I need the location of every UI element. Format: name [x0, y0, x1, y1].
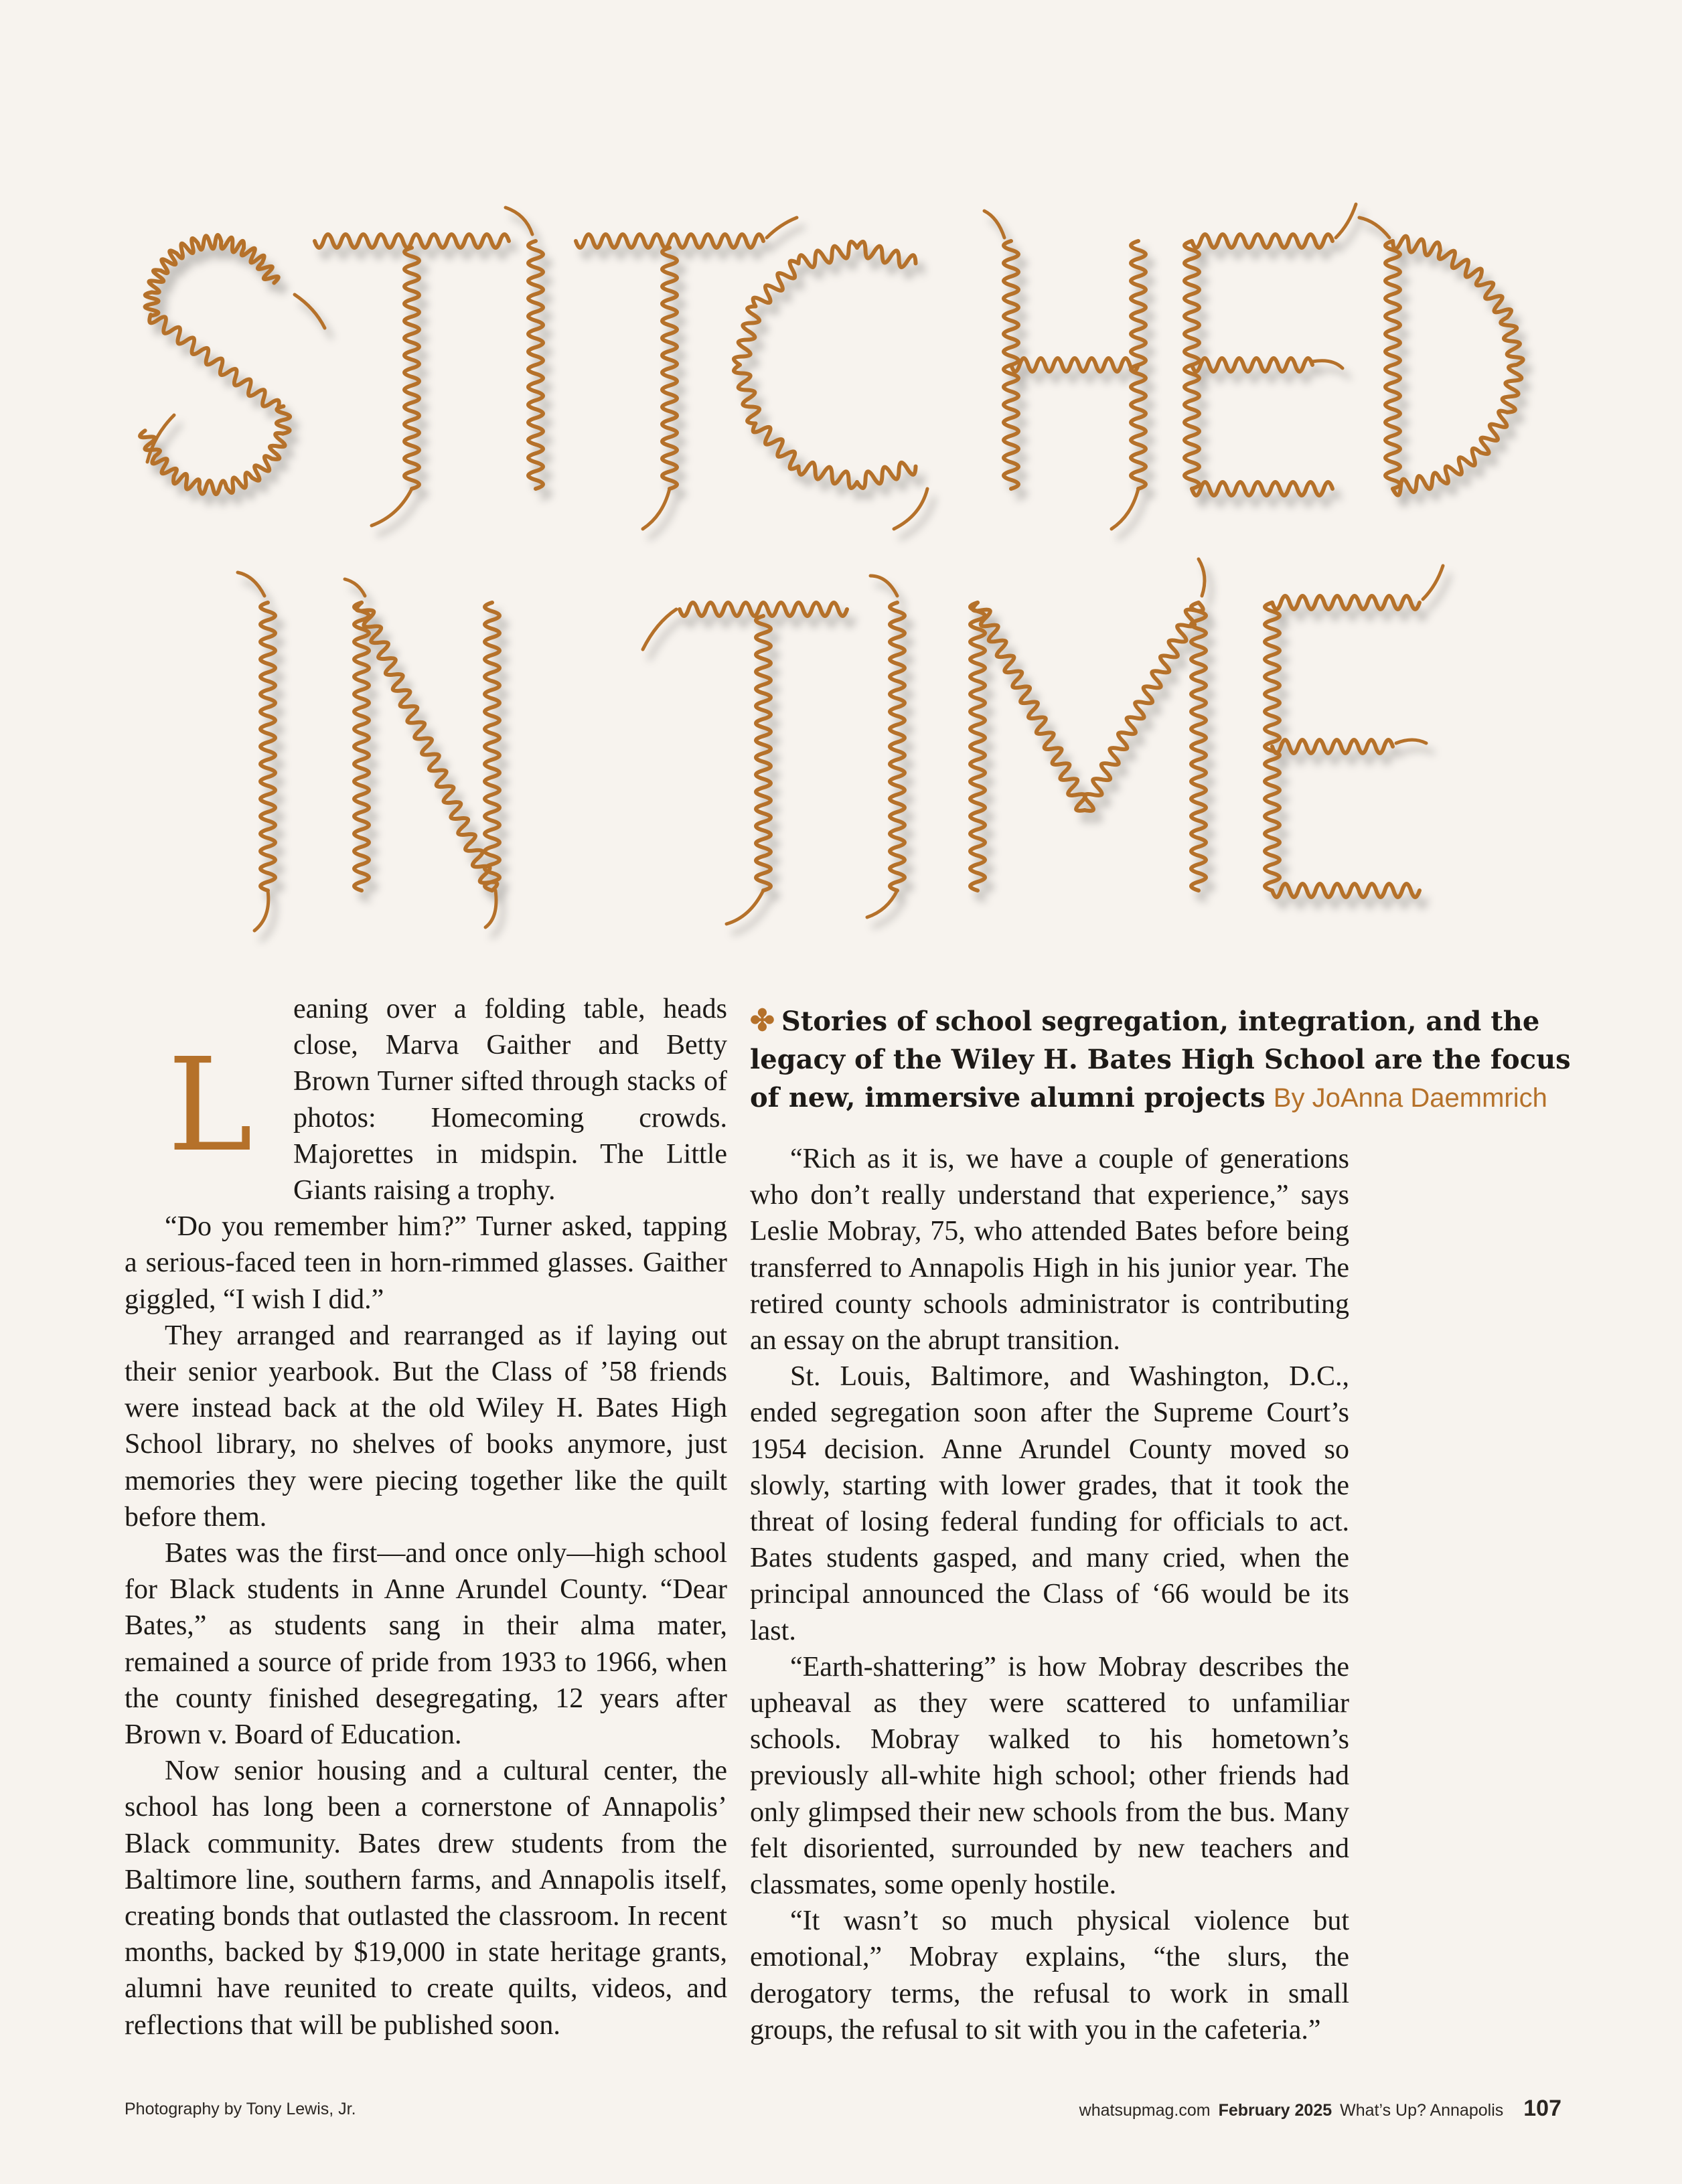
stitch-stroke — [252, 456, 272, 481]
stitch-stroke — [857, 242, 916, 267]
stitch-stroke — [753, 424, 799, 469]
thread-tail — [767, 218, 797, 238]
stitch-stroke — [662, 248, 677, 489]
stitch-stroke — [1501, 317, 1523, 365]
thread-tail — [506, 208, 532, 234]
thread-tail — [727, 890, 763, 924]
site-url: whatsupmag.com — [1079, 2101, 1211, 2120]
paragraph: eaning over a folding table, heads close, Marva Gaither and Betty Brown Turner sifted through stacks of photos: Homecoming crowds. Majorettes in midspin. The Little Giants raising a trophy. — [293, 994, 727, 1206]
stitch-stroke — [145, 293, 159, 316]
stitch-stroke — [1440, 449, 1480, 483]
thread-tail — [372, 489, 412, 526]
stitch-stroke — [1011, 358, 1138, 372]
stitch-stroke — [857, 463, 916, 488]
stitch-stroke — [277, 406, 290, 434]
stitch-stroke — [1085, 603, 1203, 811]
stitch-stroke — [173, 474, 200, 489]
thread-tail — [485, 890, 496, 927]
stitch-stroke — [152, 456, 177, 476]
thread-tail — [254, 890, 269, 931]
stitch-stroke — [970, 603, 985, 890]
publication-name: What’s Up? Annapolis — [1340, 2101, 1504, 2120]
stitch-stroke — [1503, 365, 1522, 412]
thread-tail — [643, 609, 676, 649]
stitch-letter-strokes — [140, 204, 1523, 931]
byline: By JoAnna Daemmrich — [1273, 1083, 1547, 1113]
thread-tail — [1396, 740, 1426, 743]
stitch-stroke — [799, 463, 858, 488]
stitch-stroke — [734, 365, 759, 424]
stitch-stroke — [357, 603, 498, 890]
thread-tail — [867, 890, 897, 917]
photo-credit: Photography by Tony Lewis, Jr. — [125, 2100, 356, 2118]
deck-text: Stories of school segregation, integration, and the legacy of the Wiley H. Bates High School are the focus of new, immersive alumni projects — [750, 1006, 1571, 1113]
issue-date: February 2025 — [1218, 2101, 1332, 2120]
stitch-stroke — [1192, 234, 1332, 248]
paragraph: “Do you remember him?” Turner asked, tapping a serious-faced teen in horn-rimmed glasses. Gaither giggled, “I wish I did.” — [125, 1211, 727, 1315]
stitch-stroke — [149, 315, 279, 408]
stitch-stroke — [161, 250, 177, 273]
thread-tail — [238, 572, 264, 596]
stitch-stroke — [1480, 411, 1507, 454]
thread-tail — [345, 579, 365, 596]
stitch-stroke — [528, 241, 543, 489]
paragraph: “Earth-shattering” is how Mobray describes the upheaval as they were scattered to unfamiliar schools. Mobray walked to his hometown’s previously all-white high school; other friends had only glimpsed their new schools from the bus. Many felt disoriented, surrounded by new teachers and classmates, some openly hostile. — [750, 1651, 1349, 1901]
stitch-stroke — [756, 616, 771, 890]
deck-summary — [750, 1002, 1574, 1117]
thread-tail — [1112, 489, 1138, 529]
stitch-stroke — [485, 603, 500, 890]
stitch-stroke — [270, 433, 285, 459]
stitch-stroke — [404, 248, 419, 489]
stitch-stroke — [221, 238, 244, 252]
thread-tail — [1199, 559, 1205, 596]
stitch-stroke — [1192, 482, 1332, 495]
stitch-stroke — [1272, 884, 1420, 897]
stitch-stroke — [354, 603, 369, 890]
stitch-stroke — [734, 307, 759, 366]
stitch-stroke — [753, 261, 799, 307]
thread-tail — [894, 489, 927, 529]
thread-tail — [870, 576, 897, 596]
article-column-right — [750, 1141, 1349, 2048]
stitch-stroke — [1393, 473, 1440, 495]
thread-tail — [295, 295, 325, 328]
stitch-stroke — [199, 481, 226, 494]
page-footer — [1079, 2096, 1561, 2122]
stitch-stroke — [260, 603, 275, 890]
paragraph: Now senior housing and a cultural center, the school has long been a cornerstone of Annapolis’ Black community. Bates drew students from the Baltimore line, southern farms, and Annapolis itself, creating bonds that outlasted the classroom. In recent months, backed by $19,000 in state heritage grants, alumni have reunited to create quilts, videos, and reflections that will be published soon. — [125, 1756, 727, 2041]
thread-tail — [643, 489, 670, 529]
page-number: 107 — [1523, 2096, 1561, 2121]
stitch-stroke — [973, 603, 1085, 811]
thread-tail — [984, 211, 1004, 238]
stitch-stroke — [177, 238, 198, 258]
thread-tail — [1359, 218, 1389, 238]
stitch-stroke — [1191, 603, 1206, 890]
stitch-stroke — [1385, 241, 1400, 489]
stitch-stroke — [242, 248, 264, 263]
thread-tail — [1312, 361, 1343, 368]
stitch-stroke — [890, 603, 905, 890]
stitch-stroke — [1272, 740, 1393, 753]
stitch-stroke — [1272, 596, 1420, 609]
stitch-stroke — [1192, 358, 1312, 372]
stitch-stroke — [799, 242, 858, 267]
paragraph: St. Louis, Baltimore, and Washington, D.C., ended segregation soon after the Supreme Court’s 1954 decision. Anne Arundel County moved so slowly, starting with lower grades, that it took the threat of losing federal funding for officials to act. Bates students gasped, and many cried, when the principal announced the Class of ‘66 would be its last. — [750, 1361, 1349, 1646]
paragraph: Bates was the first—and once only—high school for Black students in Anne Arundel County. “Dear Bates,” as students sang in their alma mater, remained a source of pride from 1933 to 1966, when the county finished desegregating, 12 years after Brown v. Board of Education. — [125, 1538, 727, 1751]
drop-cap: L — [167, 1031, 253, 1180]
stitch-stroke — [1476, 277, 1511, 317]
paragraph: They arranged and rearranged as if laying out their senior yearbook. But the Class of ’58 friends were instead back at the old Wiley H. Bates High School library, no shelves of books anymore, just memories they were piecing together like the quilt before them. — [125, 1320, 727, 1533]
thread-tail — [1336, 204, 1356, 238]
stitch-stroke — [1439, 250, 1482, 277]
paragraph: “It wasn’t so much physical violence but emotional,” Mobray explains, “the slurs, the derogatory terms, the refusal to work in small groups, the refusal to sit with you in the cafeteria.” — [750, 1905, 1349, 2045]
stitch-stroke — [149, 270, 163, 293]
stitch-stroke — [226, 473, 252, 493]
clover-icon: ✤ — [750, 1004, 775, 1038]
stitch-stroke — [198, 235, 221, 250]
thread-tail — [1423, 566, 1443, 599]
paragraph: “Rich as it is, we have a couple of generations who don’t really understand that experience,” says Leslie Mobray, 75, who attended Bates before being transferred to Annapolis High in his junior year. The retired county schools administrator is contributing an essay on the abrupt transition. — [750, 1144, 1349, 1356]
stitched-title-art — [0, 0, 1682, 971]
stitch-stroke — [258, 262, 279, 283]
article-column-left — [125, 991, 727, 2043]
